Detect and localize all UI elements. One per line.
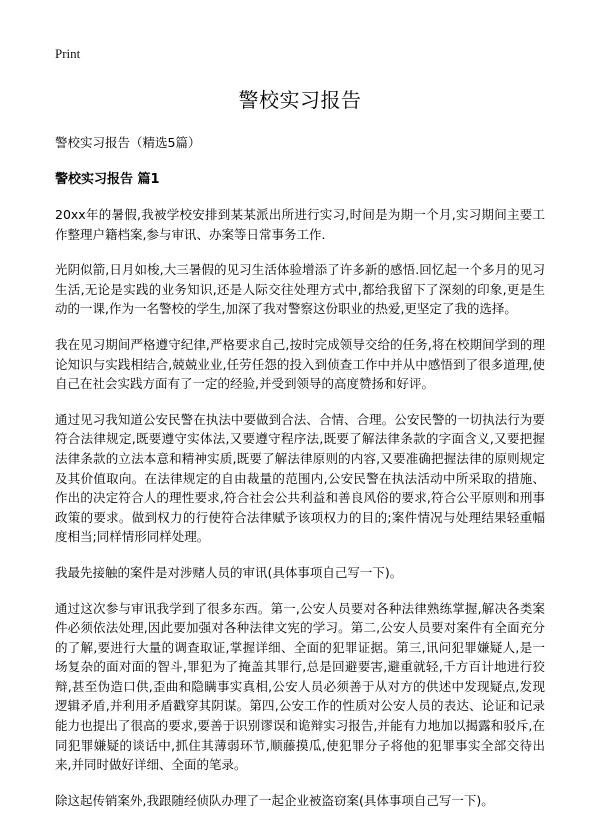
- paragraph-2: 光阴似箭,日月如梭,大三暑假的见习生活体验增添了许多新的感悟.回忆起一个多月的见习生活,无论是实践的业务知识,还是人际交往处理方式中,都给我留下了深刻的印象,更是生动的一课,作为一名警校的学生,加深了我对警察这份职业的热爱,更坚定了我的选择。: [55, 262, 545, 317]
- paragraph-7: 除这起传销案外,我跟随经侦队办理了一起企业被盗窃案(具体事项自己写一下)。: [55, 792, 494, 808]
- paragraph-4: 通过见习我知道公安民警在执法中要做到合法、合情、合理。公安民警的一切执法行为要符合法律规定,既要遵守实体法,又要遵守程序法,既要了解法律条款的字面含义,又要把握法律条款的立法本意和精神实质,既要了解法律原则的内容,又要准确把握法律的原则规定及其价值取向。在法律规定的自由裁量的范围内,公安民警在执法活动中所采取的措施、作出的决定符合人的理性要求,符合社会公共利益和善良风俗的要求,符合公平原则和刑事政策的要求。做到权力的行使符合法律赋予该项权力的目的;案件情况与处理结果轻重幅度相当;同样情形同样处理。: [55, 411, 545, 545]
- section-heading: 警校实习报告 篇1: [55, 172, 160, 187]
- paragraph-6: 通过这次参与审讯我学到了很多东西。第一,公安人员要对各种法律熟练掌握,解决各类案件必须依法处理,因此要加强对各种法律文宪的学习。第二,公安人员要对案件有全面充分的了解,要进行大量的调查取证,掌握详细、全面的犯罪证据。第三,讯问犯罪嫌疑人,是一场复杂的面对面的智斗,罪犯为了掩盖其罪行,总是回避要害,避重就轻,千方百计地进行狡辩,甚至伪造口供,歪曲和隐瞒事实真相,公安人员必须善于从对方的供述中发现疑点,发现逻辑矛盾,并利用矛盾戳穿其阴谋。第四,公安工作的性质对公安人员的表达、论证和记录能力也提出了很高的要求,要善于识别谬误和诡辩实习报告,并能有力地加以揭露和驳斥,在同犯罪嫌疑的谈话中,抓住其薄弱环节,顺藤摸瓜,使犯罪分子将他的犯罪事实全部交待出来,并同时做好详细、全面的笔录。: [55, 600, 545, 773]
- print-link[interactable]: Print: [55, 46, 81, 61]
- paragraph-5: 我最先接触的案件是对涉赌人员的审讯(具体事项自己写一下)。: [55, 564, 403, 580]
- paragraph-1: 20xx年的暑假,我被学校安排到某某派出所进行实习,时间是为期一个月,实习期间主要工作整理户籍档案,参与审讯、办案等日常事务工作.: [55, 207, 545, 242]
- page-title: 警校实习报告: [238, 88, 362, 112]
- paragraph-3: 我在见习期间严格遵守纪律,严格要求自己,按时完成领导交给的任务,将在校期间学到的理论知识与实践相结合,兢兢业业,任劳任怨的投入到侦查工作中并从中感悟到了很多道理,使自己在社会实践方面有了一定的经验,并受到领导的高度赞扬和好评。: [55, 336, 545, 392]
- document-subtitle: 警校实习报告（精选5篇）: [55, 135, 201, 150]
